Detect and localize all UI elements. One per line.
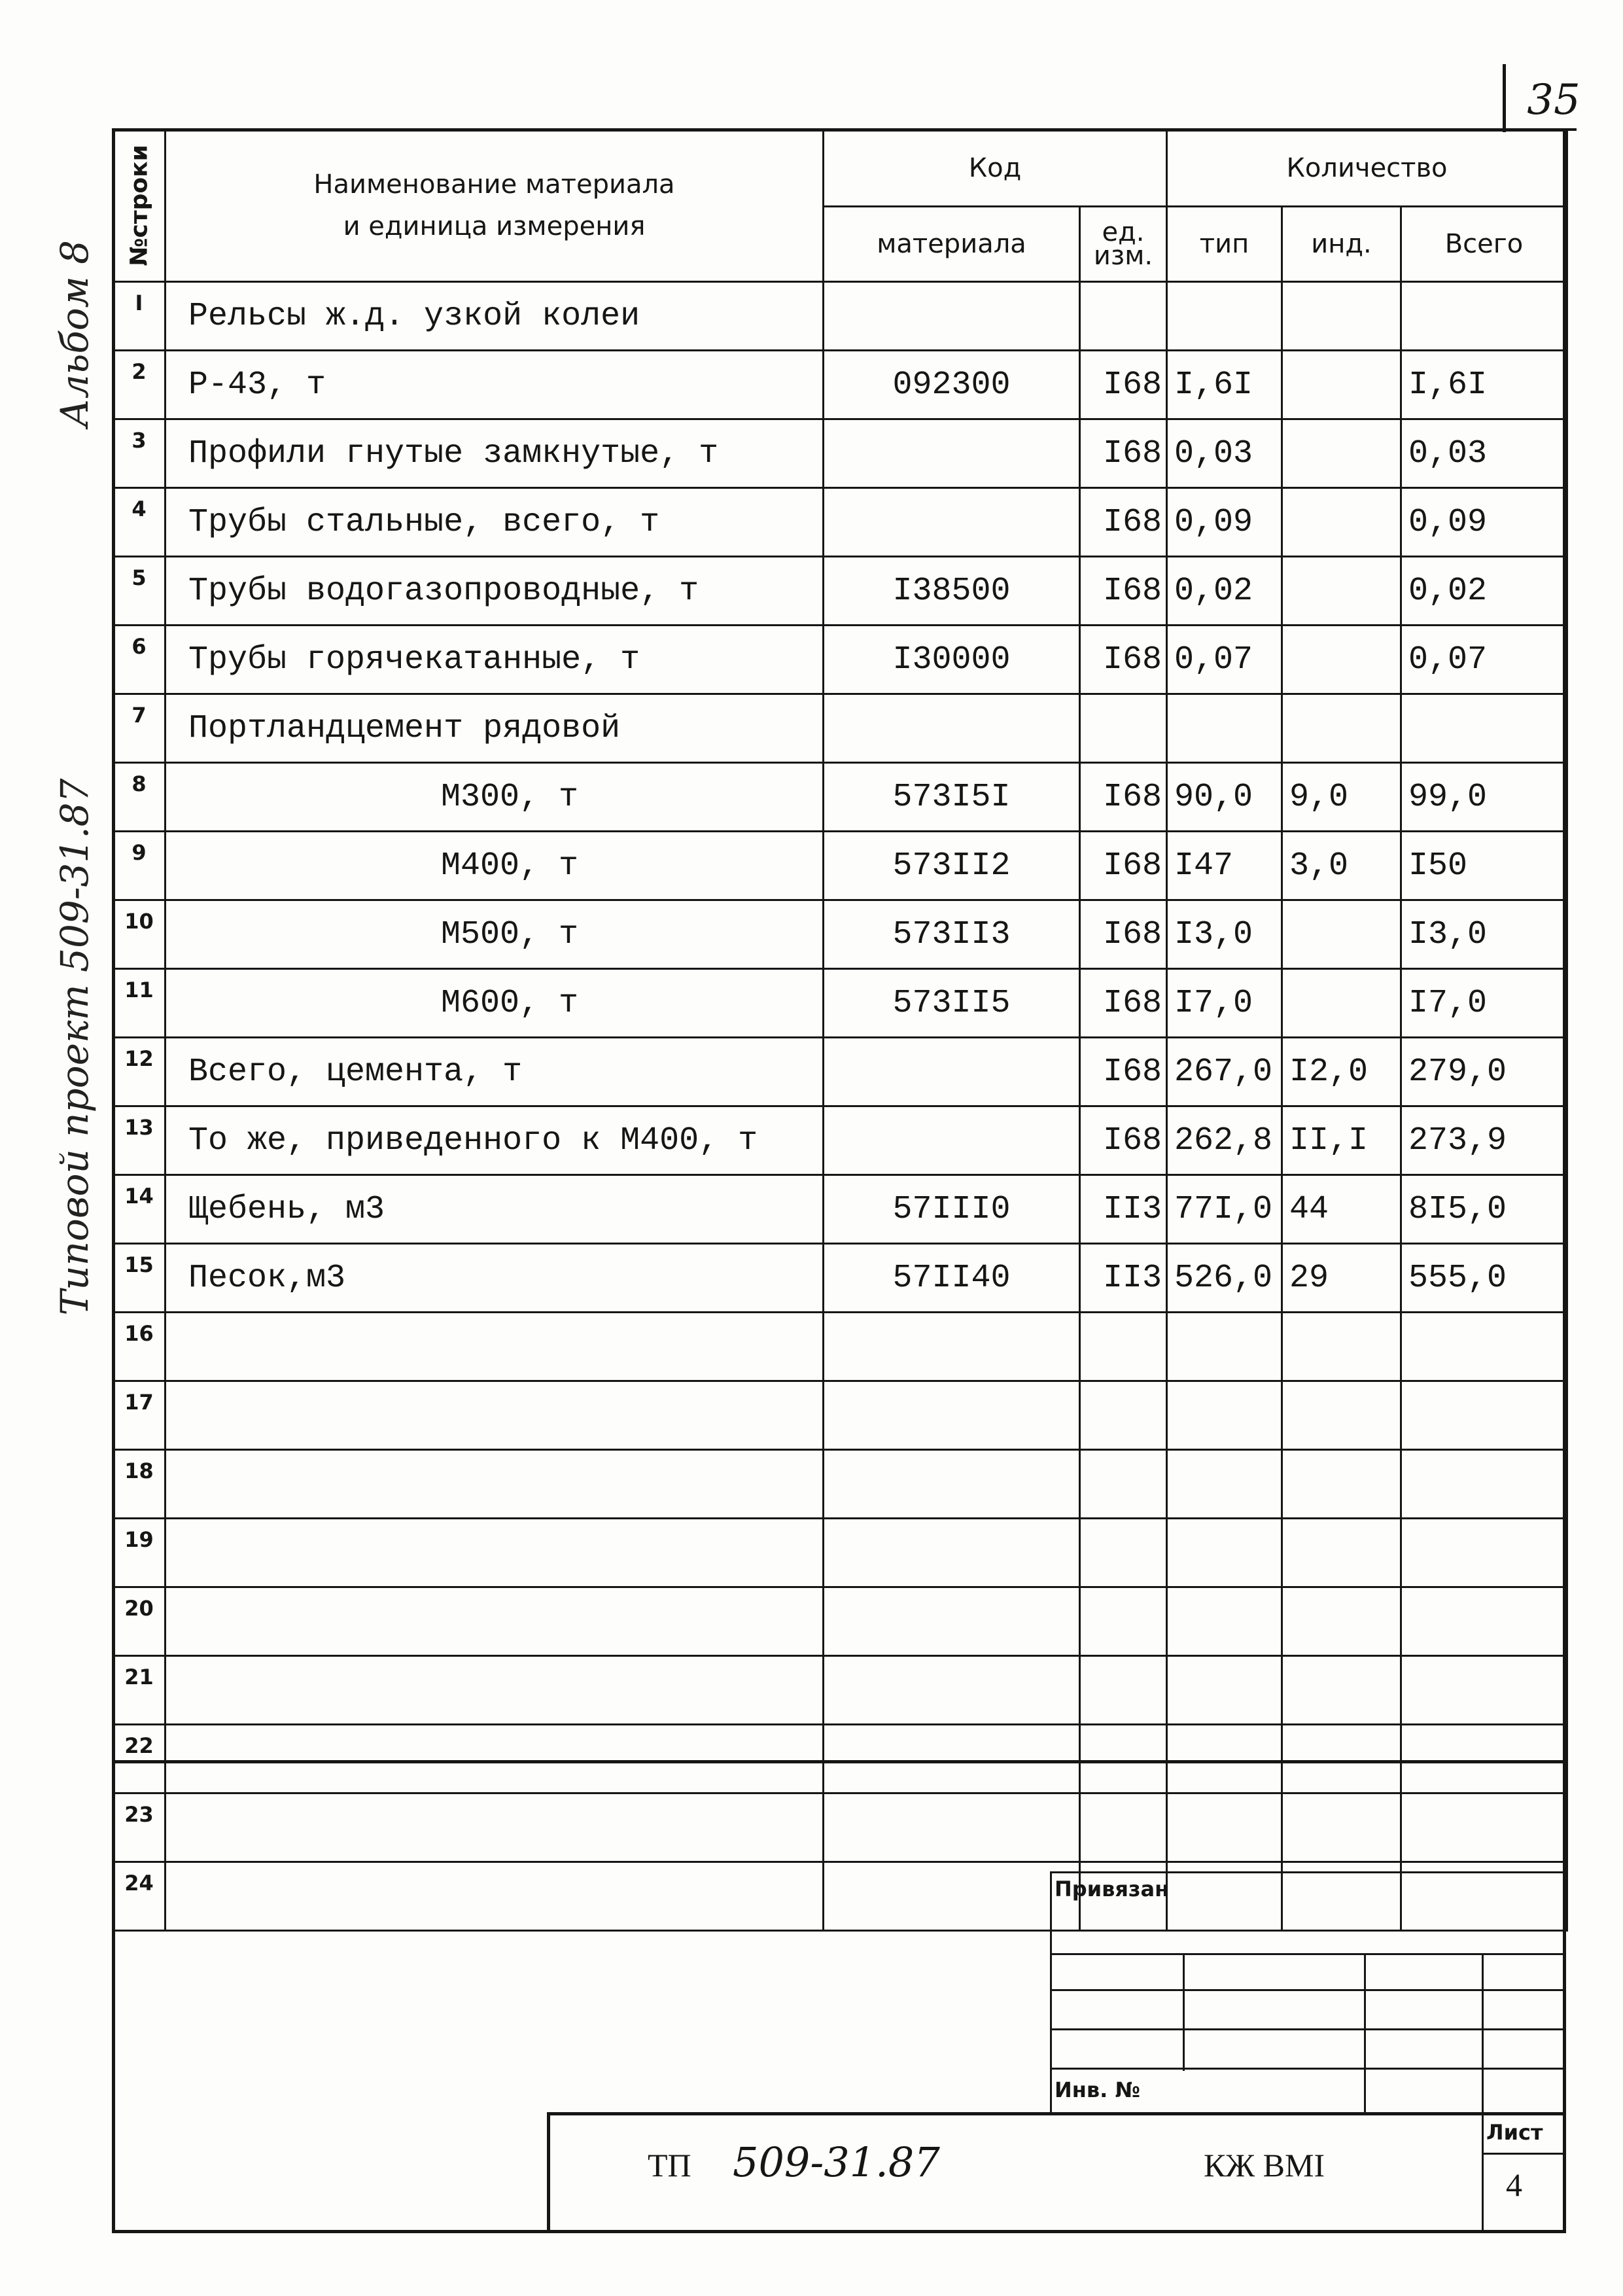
qty-total-cell — [1401, 1656, 1567, 1725]
table-row — [113, 1106, 1567, 1175]
row-number-cell: 7 — [113, 694, 166, 763]
material-name-cell: М300, т — [166, 763, 824, 832]
qty-ind-cell — [1282, 1587, 1401, 1656]
unit-code-cell: I68 — [1080, 419, 1167, 488]
unit-code-cell: II3 — [1080, 1175, 1167, 1244]
title-block-top-rule — [547, 2112, 1566, 2115]
table-row — [113, 488, 1567, 557]
stamp-grid-col-1 — [1183, 1953, 1185, 2071]
table-row — [113, 1381, 1567, 1450]
unit-code-cell — [1080, 1725, 1167, 1793]
unit-code-cell: I68 — [1080, 1106, 1167, 1175]
qty-type-cell: 90,0 — [1167, 763, 1282, 832]
unit-code-cell — [1080, 1381, 1167, 1450]
material-code-cell — [824, 282, 1080, 351]
row-number-cell: 10 — [113, 900, 166, 969]
material-name-cell: М400, т — [166, 832, 824, 900]
row-number-cell: 23 — [113, 1793, 166, 1862]
table-row — [113, 1313, 1567, 1381]
table-row — [113, 763, 1567, 832]
qty-type-cell — [1167, 1450, 1282, 1519]
header-code-material: материала — [824, 207, 1080, 282]
header-qty-type: тип — [1167, 207, 1282, 282]
qty-type-cell — [1167, 1313, 1282, 1381]
qty-total-cell — [1401, 1381, 1567, 1450]
row-number-cell: I — [113, 282, 166, 351]
qty-ind-cell: II,I — [1282, 1106, 1401, 1175]
row-number-cell: 19 — [113, 1519, 166, 1587]
material-name-cell — [166, 1519, 824, 1587]
row-number-cell: 13 — [113, 1106, 166, 1175]
material-name-cell — [166, 1450, 824, 1519]
qty-total-cell — [1401, 694, 1567, 763]
material-name-cell — [166, 1862, 824, 1931]
unit-code-cell: I68 — [1080, 626, 1167, 694]
stamp-grid-rule-1 — [1050, 1953, 1566, 1955]
qty-total-cell: I50 — [1401, 832, 1567, 900]
qty-type-cell — [1167, 282, 1282, 351]
material-code-cell: 092300 — [824, 351, 1080, 419]
material-code-cell — [824, 1862, 1080, 1931]
material-code-cell — [824, 1587, 1080, 1656]
unit-code-cell: I68 — [1080, 1038, 1167, 1106]
material-code-cell — [824, 1106, 1080, 1175]
unit-code-cell: I68 — [1080, 351, 1167, 419]
qty-type-cell: 77I,0 — [1167, 1175, 1282, 1244]
material-name-cell: Рельсы ж.д. узкой колеи — [166, 282, 824, 351]
margin-note-album: Альбом 8 — [52, 239, 97, 428]
material-code-cell: I38500 — [824, 557, 1080, 626]
material-code-cell: 57III0 — [824, 1175, 1080, 1244]
stamp-grid-rule-2 — [1050, 1989, 1566, 1991]
row-number-cell: 4 — [113, 488, 166, 557]
title-block-sheet-rule — [1482, 2112, 1484, 2233]
qty-total-cell: 8I5,0 — [1401, 1175, 1567, 1244]
qty-total-cell: 0,07 — [1401, 626, 1567, 694]
qty-total-cell — [1401, 1519, 1567, 1587]
stamp-grid-rule-4 — [1050, 2068, 1566, 2070]
table-row — [113, 1793, 1567, 1862]
qty-ind-cell: 9,0 — [1282, 763, 1401, 832]
stamp-grid-rule-3 — [1050, 2028, 1566, 2030]
material-code-cell — [824, 1519, 1080, 1587]
material-name-cell: Портландцемент рядовой — [166, 694, 824, 763]
material-name-cell — [166, 1313, 824, 1381]
row-number-cell: 5 — [113, 557, 166, 626]
qty-ind-cell — [1282, 557, 1401, 626]
unit-code-cell — [1080, 1587, 1167, 1656]
material-code-cell — [824, 1656, 1080, 1725]
table-row — [113, 1038, 1567, 1106]
unit-code-cell — [1080, 1519, 1167, 1587]
material-name-cell: Песок,м3 — [166, 1244, 824, 1313]
qty-ind-cell — [1282, 900, 1401, 969]
material-name-cell — [166, 1725, 824, 1793]
table-bottom-rule — [112, 1760, 1566, 1763]
header-row-number — [113, 130, 166, 282]
header-code-unit — [1080, 207, 1167, 282]
material-code-cell — [824, 694, 1080, 763]
table-row — [113, 1175, 1567, 1244]
qty-ind-cell — [1282, 1450, 1401, 1519]
material-name-cell: Всего, цемента, т — [166, 1038, 824, 1106]
unit-code-cell: I68 — [1080, 832, 1167, 900]
qty-ind-cell — [1282, 419, 1401, 488]
stamp-attached-left-rule — [1050, 1871, 1052, 2113]
row-number-cell: 14 — [113, 1175, 166, 1244]
material-name-cell: Р-43, т — [166, 351, 824, 419]
material-name-cell — [166, 1587, 824, 1656]
doc-number: 509-31.87 — [733, 2138, 940, 2186]
row-number-cell: 17 — [113, 1381, 166, 1450]
row-number-cell: 12 — [113, 1038, 166, 1106]
unit-code-cell: II3 — [1080, 1244, 1167, 1313]
table-row — [113, 1450, 1567, 1519]
table-row — [113, 626, 1567, 694]
unit-code-cell: I68 — [1080, 763, 1167, 832]
row-number-cell: 8 — [113, 763, 166, 832]
qty-total-cell: 0,09 — [1401, 488, 1567, 557]
qty-ind-cell — [1282, 969, 1401, 1038]
qty-total-cell — [1401, 1793, 1567, 1862]
table-row — [113, 1656, 1567, 1725]
material-name-cell: Трубы стальные, всего, т — [166, 488, 824, 557]
qty-type-cell: I,6I — [1167, 351, 1282, 419]
qty-ind-cell: 44 — [1282, 1175, 1401, 1244]
qty-type-cell: I7,0 — [1167, 969, 1282, 1038]
header-name-line-1: Наименование материала — [313, 169, 675, 200]
header-row-number-label: №строки — [126, 145, 152, 266]
table-row — [113, 1244, 1567, 1313]
qty-ind-cell — [1282, 282, 1401, 351]
stamp-inventory-label: Инв. № — [1055, 2077, 1140, 2102]
header-name-line-2: и единица измерения — [343, 211, 646, 241]
qty-total-cell: 555,0 — [1401, 1244, 1567, 1313]
material-name-cell: То же, приведенного к М400, т — [166, 1106, 824, 1175]
qty-total-cell: 0,03 — [1401, 419, 1567, 488]
row-number-cell: 22 — [113, 1725, 166, 1793]
row-number-cell: 21 — [113, 1656, 166, 1725]
qty-type-cell: 0,09 — [1167, 488, 1282, 557]
qty-ind-cell — [1282, 626, 1401, 694]
unit-code-cell — [1080, 282, 1167, 351]
row-number-cell: 20 — [113, 1587, 166, 1656]
header-unit-line-1: ед. — [1102, 217, 1145, 247]
title-block-left-rule — [547, 2112, 550, 2233]
unit-code-cell: I68 — [1080, 900, 1167, 969]
qty-total-cell — [1401, 1587, 1567, 1656]
table-row — [113, 1519, 1567, 1587]
qty-type-cell: I3,0 — [1167, 900, 1282, 969]
header-qty-ind: инд. — [1282, 207, 1401, 282]
qty-total-cell: I7,0 — [1401, 969, 1567, 1038]
material-code-cell: 573I5I — [824, 763, 1080, 832]
table-row — [113, 557, 1567, 626]
header-quantity-group: Количество — [1167, 130, 1567, 207]
header-code-group: Код — [824, 130, 1167, 207]
doc-prefix: ТП — [648, 2147, 691, 2183]
qty-type-cell — [1167, 1725, 1282, 1793]
qty-ind-cell: 3,0 — [1282, 832, 1401, 900]
qty-ind-cell — [1282, 1313, 1401, 1381]
material-code-cell: 573II3 — [824, 900, 1080, 969]
material-name-cell — [166, 1381, 824, 1450]
qty-ind-cell — [1282, 1656, 1401, 1725]
stamp-attached-top-rule — [1050, 1871, 1566, 1873]
material-code-cell — [824, 488, 1080, 557]
qty-ind-cell — [1282, 1793, 1401, 1862]
material-code-cell — [824, 1038, 1080, 1106]
table-row — [113, 351, 1567, 419]
material-code-cell: 57II40 — [824, 1244, 1080, 1313]
qty-type-cell — [1167, 1793, 1282, 1862]
qty-total-cell: I,6I — [1401, 351, 1567, 419]
row-number-cell: 9 — [113, 832, 166, 900]
qty-total-cell: 273,9 — [1401, 1106, 1567, 1175]
stamp-grid-col-3 — [1482, 1953, 1484, 2113]
materials-table — [112, 128, 1568, 1932]
material-name-cell: Трубы водогазопроводные, т — [166, 557, 824, 626]
table-row — [113, 1725, 1567, 1793]
doc-mark: КЖ ВМI — [1204, 2147, 1325, 2183]
qty-total-cell: 0,02 — [1401, 557, 1567, 626]
material-code-cell: I30000 — [824, 626, 1080, 694]
table-row — [113, 832, 1567, 900]
table-row — [113, 969, 1567, 1038]
header-unit-line-2: изм. — [1093, 241, 1153, 271]
qty-type-cell: 262,8 — [1167, 1106, 1282, 1175]
qty-total-cell — [1401, 282, 1567, 351]
material-name-cell — [166, 1793, 824, 1862]
row-number-cell: 2 — [113, 351, 166, 419]
material-code-cell — [824, 1381, 1080, 1450]
table-row — [113, 282, 1567, 351]
row-number-cell: 18 — [113, 1450, 166, 1519]
header-material-name — [166, 130, 824, 282]
page-number-rule — [1503, 64, 1506, 132]
sheet-number: 4 — [1506, 2166, 1522, 2203]
material-code-cell — [824, 1450, 1080, 1519]
qty-type-cell — [1167, 1381, 1282, 1450]
material-code-cell — [824, 1793, 1080, 1862]
header-qty-total: Всего — [1401, 207, 1567, 282]
sheet-label: Лист — [1486, 2120, 1543, 2145]
qty-total-cell: 279,0 — [1401, 1038, 1567, 1106]
material-name-cell: М500, т — [166, 900, 824, 969]
qty-type-cell: 0,07 — [1167, 626, 1282, 694]
unit-code-cell: I68 — [1080, 488, 1167, 557]
qty-type-cell — [1167, 694, 1282, 763]
material-name-cell: М600, т — [166, 969, 824, 1038]
unit-code-cell: I68 — [1080, 557, 1167, 626]
qty-type-cell: I47 — [1167, 832, 1282, 900]
material-name-cell: Трубы горячекатанные, т — [166, 626, 824, 694]
qty-ind-cell — [1282, 1519, 1401, 1587]
row-number-cell: 15 — [113, 1244, 166, 1313]
qty-type-cell — [1167, 1587, 1282, 1656]
unit-code-cell — [1080, 1313, 1167, 1381]
qty-ind-cell — [1282, 488, 1401, 557]
qty-ind-cell: I2,0 — [1282, 1038, 1401, 1106]
qty-ind-cell — [1282, 1381, 1401, 1450]
row-number-cell: 16 — [113, 1313, 166, 1381]
title-block-sheet-divider — [1482, 2153, 1566, 2155]
material-code-cell: 573II5 — [824, 969, 1080, 1038]
stamp-attached-label: Привязан — [1055, 1877, 1170, 1901]
row-number-cell: 6 — [113, 626, 166, 694]
qty-ind-cell — [1282, 351, 1401, 419]
material-code-cell — [824, 1313, 1080, 1381]
unit-code-cell — [1080, 694, 1167, 763]
unit-code-cell — [1080, 1656, 1167, 1725]
qty-type-cell: 0,02 — [1167, 557, 1282, 626]
unit-code-cell: I68 — [1080, 969, 1167, 1038]
qty-type-cell: 0,03 — [1167, 419, 1282, 488]
qty-type-cell: 526,0 — [1167, 1244, 1282, 1313]
table-body — [113, 282, 1567, 1931]
qty-type-cell: 267,0 — [1167, 1038, 1282, 1106]
unit-code-cell — [1080, 1450, 1167, 1519]
material-code-cell — [824, 1725, 1080, 1793]
stamp-grid-col-2 — [1364, 1953, 1366, 2113]
qty-total-cell — [1401, 1450, 1567, 1519]
qty-total-cell: I3,0 — [1401, 900, 1567, 969]
unit-code-cell — [1080, 1793, 1167, 1862]
qty-ind-cell — [1282, 1725, 1401, 1793]
row-number-cell: 11 — [113, 969, 166, 1038]
table-row — [113, 694, 1567, 763]
qty-total-cell — [1401, 1725, 1567, 1793]
material-name-cell: Щебень, м3 — [166, 1175, 824, 1244]
material-name-cell — [166, 1656, 824, 1725]
row-number-cell: 24 — [113, 1862, 166, 1931]
qty-total-cell — [1401, 1313, 1567, 1381]
material-code-cell — [824, 419, 1080, 488]
table-row — [113, 900, 1567, 969]
material-code-cell: 573II2 — [824, 832, 1080, 900]
page-number: 35 — [1527, 76, 1580, 124]
qty-type-cell — [1167, 1519, 1282, 1587]
qty-total-cell: 99,0 — [1401, 763, 1567, 832]
qty-ind-cell: 29 — [1282, 1244, 1401, 1313]
table-row — [113, 419, 1567, 488]
qty-ind-cell — [1282, 694, 1401, 763]
qty-type-cell — [1167, 1656, 1282, 1725]
material-name-cell: Профили гнутые замкнутые, т — [166, 419, 824, 488]
row-number-cell: 3 — [113, 419, 166, 488]
table-row — [113, 1587, 1567, 1656]
margin-note-project: Типовой проект 509-31.87 — [52, 778, 97, 1316]
